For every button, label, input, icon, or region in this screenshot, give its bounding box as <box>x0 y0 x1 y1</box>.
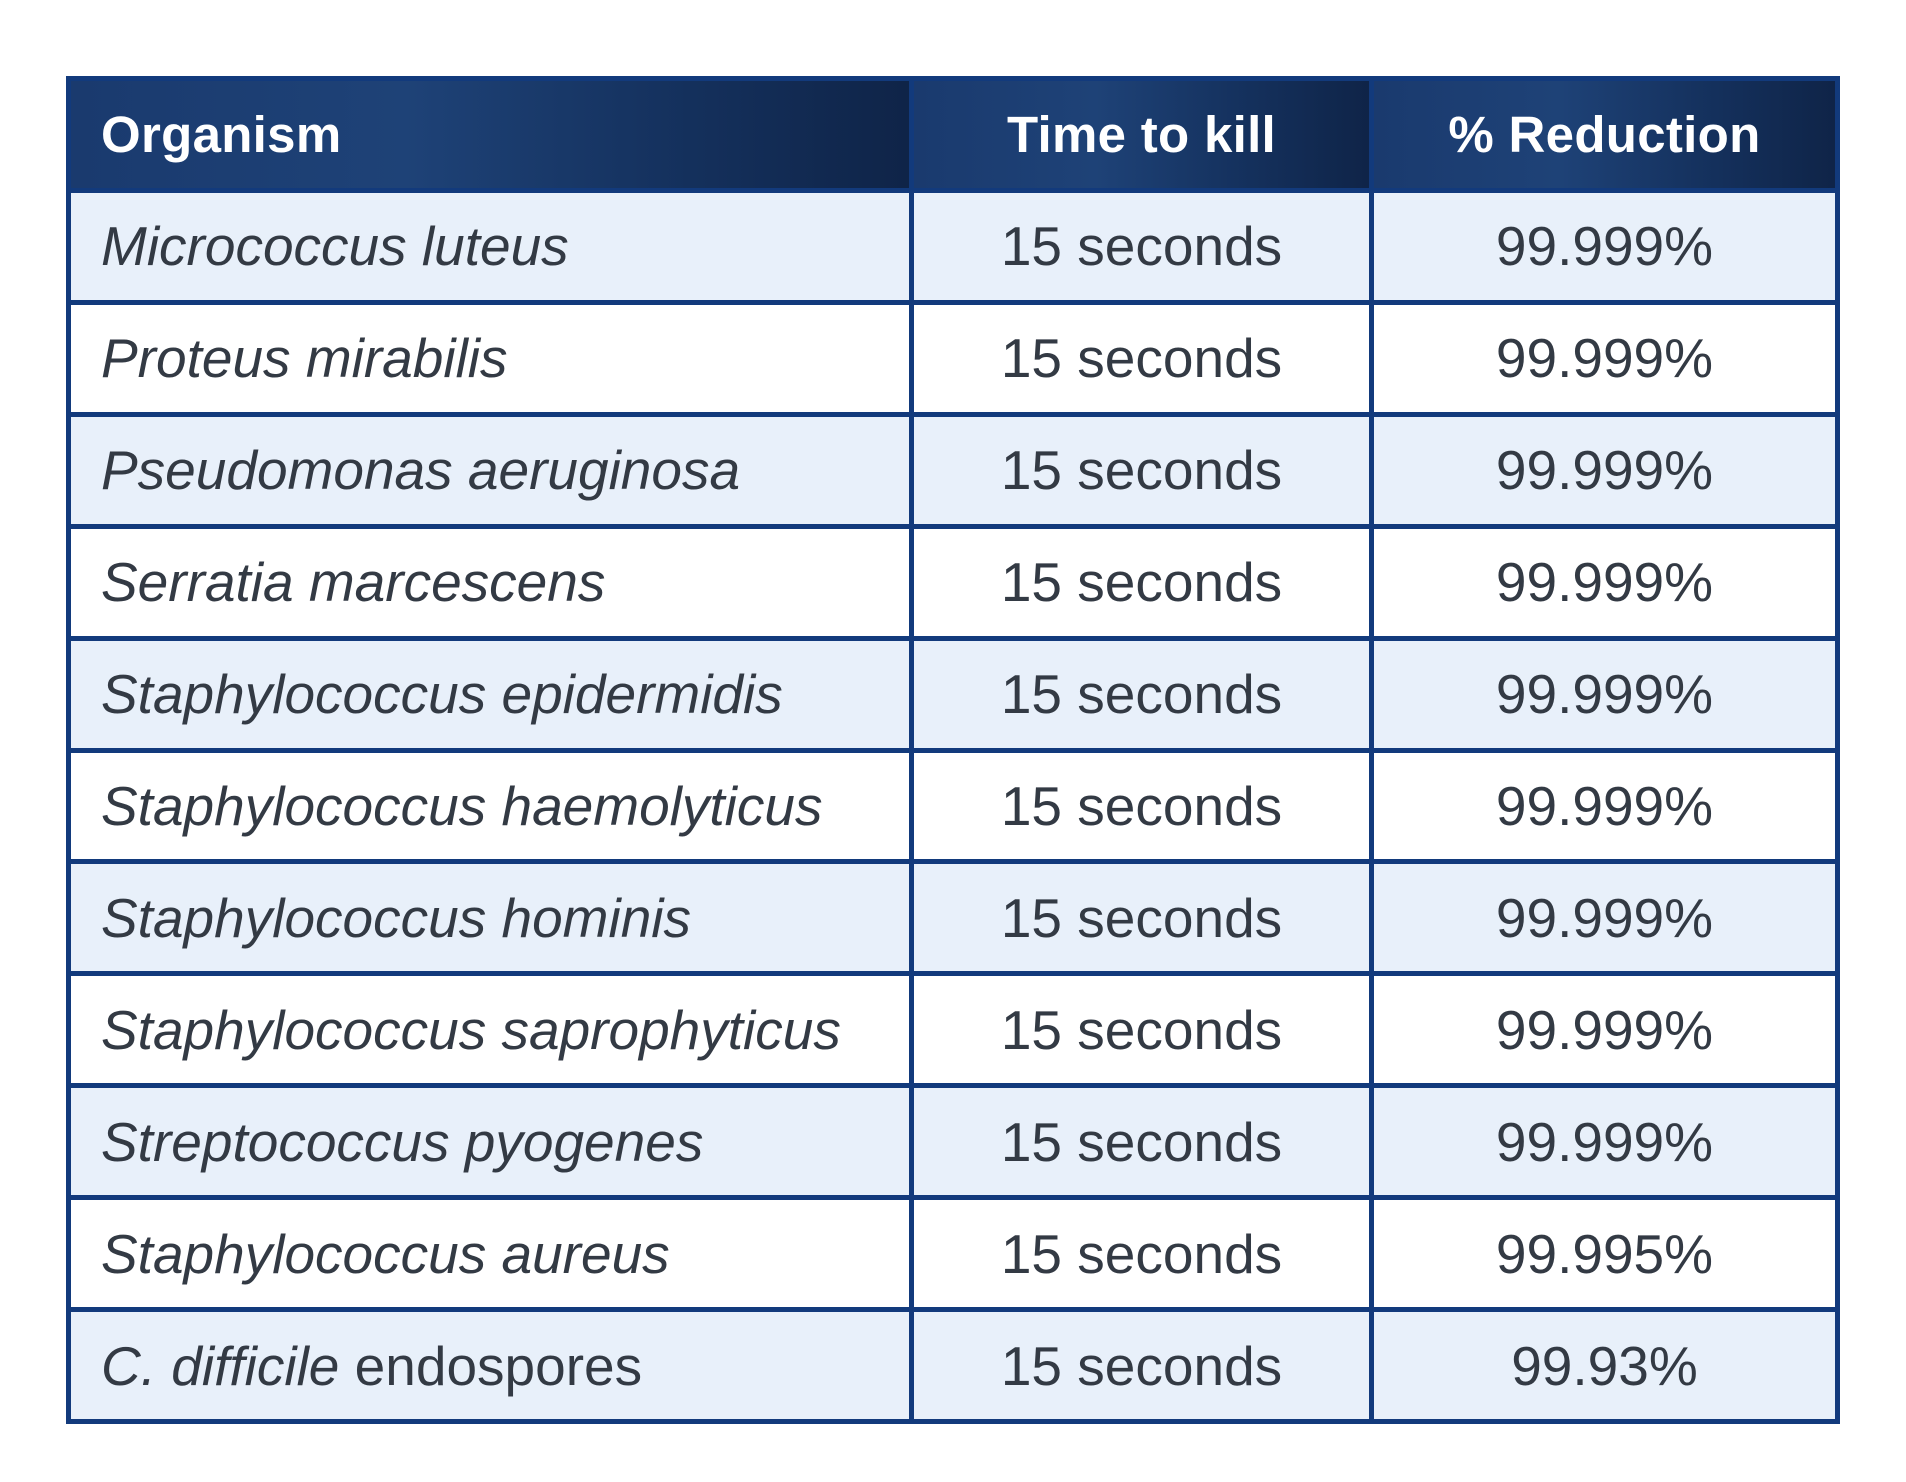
organism-cell <box>71 641 914 753</box>
time-to-kill-cell: 15 seconds <box>914 1088 1374 1200</box>
organism-name: Staphylococcus saprophyticus <box>101 998 841 1061</box>
organism-name: Staphylococcus epidermidis <box>101 663 783 726</box>
organism-name: Streptococcus pyogenes <box>101 1110 704 1173</box>
table-row <box>71 193 1835 305</box>
header-percent-reduction: % Reduction <box>1374 81 1835 193</box>
table-header <box>71 81 1835 193</box>
time-to-kill-cell: 15 seconds <box>914 529 1374 641</box>
time-to-kill-cell: 15 seconds <box>914 976 1374 1088</box>
organism-cell <box>71 305 914 417</box>
table-row <box>71 305 1835 417</box>
percent-reduction-cell: 99.999% <box>1374 305 1835 417</box>
organism-qualifier: endospores <box>339 1334 643 1397</box>
percent-reduction-cell: 99.999% <box>1374 753 1835 865</box>
table-row <box>71 1088 1835 1200</box>
header-organism: Organism <box>71 81 914 193</box>
time-to-kill-cell: 15 seconds <box>914 305 1374 417</box>
header-time-to-kill: Time to kill <box>914 81 1374 193</box>
organism-cell <box>71 1200 914 1312</box>
kill-time-table-container <box>66 76 1840 1424</box>
time-to-kill-cell: 15 seconds <box>914 753 1374 865</box>
percent-reduction-cell: 99.995% <box>1374 1200 1835 1312</box>
table-row <box>71 753 1835 865</box>
table-row <box>71 641 1835 753</box>
organism-name: Staphylococcus haemolyticus <box>101 774 823 837</box>
organism-name: Staphylococcus hominis <box>101 886 692 949</box>
table-row <box>71 1200 1835 1312</box>
organism-cell <box>71 529 914 641</box>
table-row <box>71 417 1835 529</box>
time-to-kill-cell: 15 seconds <box>914 193 1374 305</box>
organism-name: Proteus mirabilis <box>101 327 508 390</box>
organism-cell <box>71 1312 914 1419</box>
table-row <box>71 864 1835 976</box>
percent-reduction-cell: 99.999% <box>1374 417 1835 529</box>
table-row <box>71 529 1835 641</box>
organism-cell <box>71 864 914 976</box>
organism-name: Pseudomonas aeruginosa <box>101 439 741 502</box>
organism-cell <box>71 417 914 529</box>
time-to-kill-cell: 15 seconds <box>914 417 1374 529</box>
table-row <box>71 1312 1835 1419</box>
table-body <box>71 193 1835 1419</box>
table-row <box>71 976 1835 1088</box>
percent-reduction-cell: 99.999% <box>1374 976 1835 1088</box>
organism-cell <box>71 753 914 865</box>
organism-name: Staphylococcus aureus <box>101 1222 670 1285</box>
header-row <box>71 81 1835 193</box>
percent-reduction-cell: 99.999% <box>1374 864 1835 976</box>
time-to-kill-cell: 15 seconds <box>914 1312 1374 1419</box>
time-to-kill-cell: 15 seconds <box>914 864 1374 976</box>
percent-reduction-cell: 99.999% <box>1374 641 1835 753</box>
organism-name: Serratia marcescens <box>101 551 606 614</box>
percent-reduction-cell: 99.999% <box>1374 529 1835 641</box>
organism-cell <box>71 193 914 305</box>
organism-name: C. difficile <box>101 1334 340 1397</box>
percent-reduction-cell: 99.93% <box>1374 1312 1835 1419</box>
percent-reduction-cell: 99.999% <box>1374 193 1835 305</box>
time-to-kill-cell: 15 seconds <box>914 1200 1374 1312</box>
percent-reduction-cell: 99.999% <box>1374 1088 1835 1200</box>
organism-cell <box>71 976 914 1088</box>
organism-name: Micrococcus luteus <box>101 215 569 278</box>
time-to-kill-cell: 15 seconds <box>914 641 1374 753</box>
organism-cell <box>71 1088 914 1200</box>
kill-time-table <box>71 81 1835 1419</box>
